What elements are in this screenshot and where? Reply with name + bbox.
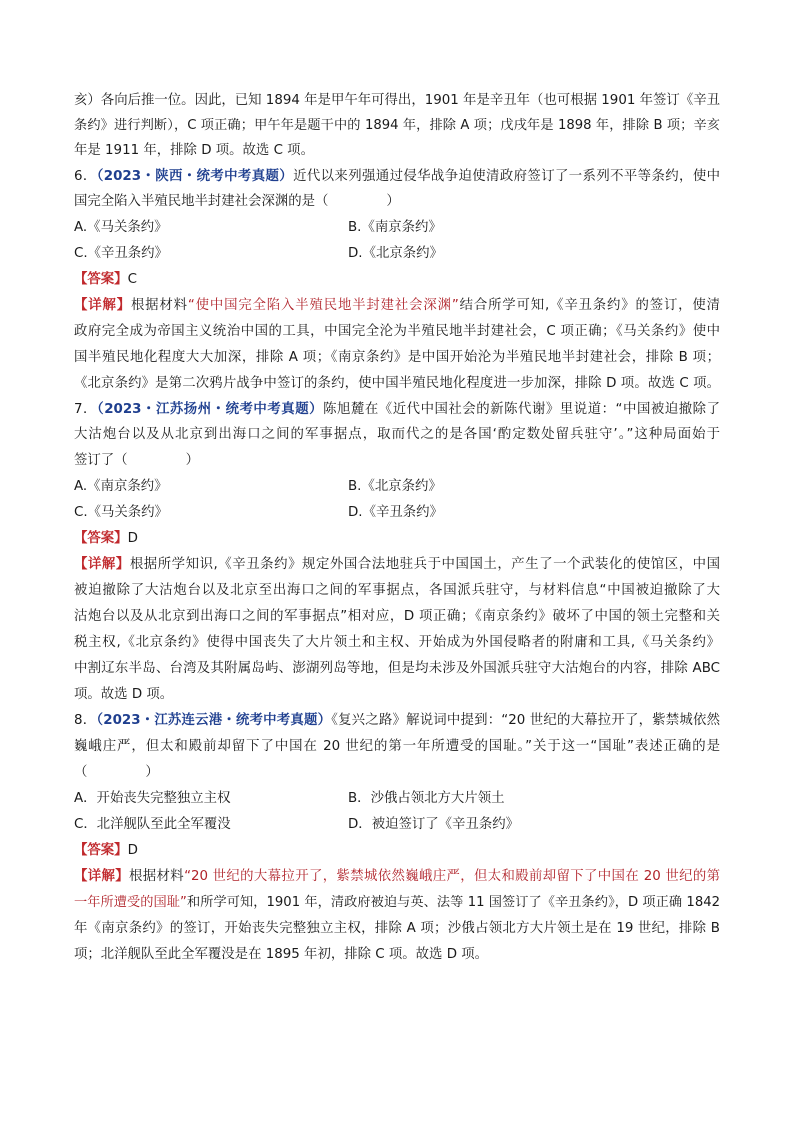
q7-answer-label: 【答案】: [74, 531, 128, 546]
q6-analysis-line-4: 《北京条约》是第二次鸦片战争中签订的条约，使中国半殖民地化程度进一步加深，排除 D 项。故选 C 项。: [74, 376, 720, 391]
q7-stem-line-2: 大沽炮台以及从北京到出海口之间的军事据点，取而代之的是各国‘酌定数处留兵驻守’。”这种局面始于: [74, 427, 720, 442]
q8-number: 8．: [74, 713, 97, 728]
q6-analysis-line-3: 国半殖民地化程度大大加深，排除 A 项；《南京条约》是中国开始沦为半殖民地半封建社会，排除 B 项；: [74, 350, 720, 365]
q7-analysis-line-5: 中割辽东半岛、台湾及其附属岛屿、澎湖列岛等地，但是均未涉及外国派兵驻守大沽炮台的内容，排除 ABC: [74, 661, 720, 676]
q8-stem-line-2: 巍峨庄严，但太和殿前却留下了中国在 20 世纪的第一年所遭受的国耻。”关于这一“国耻”表述正确的是: [74, 739, 720, 754]
q8-option-c: C．北洋舰队至此全军覆没: [74, 817, 231, 832]
q7-analysis-line-6: 项。故选 D 项。: [74, 687, 174, 702]
q7-number: 7．: [74, 402, 97, 417]
q8-analysis-line-3: 年《南京条约》的签订，开始丧失完整独立主权，排除 A 项；沙俄占领北方大片领土是在 19 世纪，排除 B: [74, 921, 720, 936]
q8-quote-2: 一年所遭受的国耻”: [74, 895, 187, 910]
q6-answer-label: 【答案】: [74, 272, 128, 287]
q8-answer: [74, 842, 138, 860]
q7-stem-line-3: 签订了（ ）: [74, 453, 199, 468]
q6-stem-text-1: 近代以来列强通过侵华战争迫使清政府签订了一系列不平等条约，使中: [293, 169, 720, 184]
q8-quote-1: “20 世纪的大幕拉开了，紫禁城依然巍峨庄严，但太和殿前却留下了中国在 20 世纪的第: [184, 869, 721, 884]
q6-stem-line-2: 国完全陷入半殖民地半封建社会深渊的是（ ）: [74, 194, 400, 209]
q6-number: 6．: [74, 169, 97, 184]
q7-answer-value: D: [127, 531, 138, 546]
intro-line-3: 年是 1911 年，排除 D 项。故选 C 项。: [74, 143, 314, 158]
q8-answer-value: D: [127, 843, 138, 858]
intro-line-2: 条约》进行判断），C 项正确；甲午年是题干中的 1894 年，排除 A 项；戊戌年是 1898 年，排除 B 项；辛亥: [74, 118, 720, 133]
q7-answer: [74, 530, 138, 548]
q7-analysis-line-2: 被迫撤除了大沽炮台以及北京至出海口之间的军事据点，各国派兵驻守，与材料信息“中国被迫撤除了大: [74, 583, 720, 598]
q8-analysis-line-1: 【详解】根据材料“20 世纪的大幕拉开了，紫禁城依然巍峨庄严，但太和殿前却留下了中国在 20 世纪的第: [74, 869, 721, 884]
q8-option-a: A．开始丧失完整独立主权: [74, 791, 231, 806]
q8-answer-label: 【答案】: [74, 843, 128, 858]
q7-option-b: B.《北京条约》: [348, 479, 442, 494]
q7-stem-line-1: 7．（2023・江苏扬州・统考中考真题）陈旭麓在《近代中国社会的新陈代谢》里说道：“中国被迫撤除了: [74, 402, 720, 417]
q7-option-a: A.《南京条约》: [74, 479, 168, 494]
q8-analysis-line-2: 一年所遭受的国耻”和所学可知，1901 年，清政府被迫与英、法等 11 国签订了《辛丑条约》，D 项正确 1842: [74, 895, 720, 910]
q6-answer-value: C: [127, 272, 137, 287]
q6-option-c: C.《辛丑条约》: [74, 246, 168, 261]
q6-analysis-line-1: 【详解】根据材料“使中国完全陷入半殖民地半封建社会深渊”结合所学可知,《辛丑条约》的签订，使清: [74, 298, 721, 313]
intro-line-1: 亥）各向后推一位。因此，已知 1894 年是甲午年可得出，1901 年是辛丑年（也可根据 1901 年签订《辛丑: [74, 93, 720, 108]
q8-option-d: D．被迫签订了《辛丑条约》: [348, 817, 519, 832]
q6-quote: “使中国完全陷入半殖民地半封建社会深渊”: [187, 298, 459, 313]
q7-analysis-line-1: 【详解】根据所学知识,《辛丑条约》规定外国合法地驻兵于中国国土，产生了一个武装化的使馆区，中国: [74, 557, 720, 572]
q6-source: （2023・陕西・统考中考真题）: [96, 169, 294, 184]
q7-option-c: C.《马关条约》: [74, 505, 168, 520]
q6-analysis-line-2: 政府完全成为帝国主义统治中国的工具，中国完全沦为半殖民地半封建社会，C 项正确；《马关条约》使中: [74, 324, 720, 339]
q8-option-b: B．沙俄占领北方大片领土: [348, 791, 505, 806]
q6-option-b: B.《南京条约》: [348, 220, 442, 235]
q7-source: （2023・江苏扬州・统考中考真题）: [96, 402, 324, 417]
q8-stem-line-1: 8．（2023・江苏连云港・统考中考真题）《复兴之路》解说词中提到：“20 世纪的大幕拉开了，紫禁城依然: [74, 713, 720, 728]
q6-option-d: D.《北京条约》: [348, 246, 443, 261]
q8-stem-line-3: （ ）: [74, 765, 159, 780]
q8-analysis-line-4: 项；北洋舰队至此全军覆没是在 1895 年初，排除 C 项。故选 D 项。: [74, 947, 489, 962]
q8-source: （2023・江苏连云港・统考中考真题）: [96, 713, 332, 728]
q6-stem-line-1: [74, 168, 720, 186]
q6-option-a: A.《马关条约》: [74, 220, 168, 235]
q7-analysis-line-3: 沽炮台以及从北京到出海口之间的军事据点”相对应，D 项正确；《南京条约》破坏了中国的领土完整和关: [74, 609, 720, 624]
q6-answer: [74, 271, 137, 289]
q7-analysis-line-4: 税主权,《北京条约》使得中国丧失了大片领土和主权、开始成为外国侵略者的附庸和工具,《马关条约》: [74, 635, 720, 650]
q7-option-d: D.《辛丑条约》: [348, 505, 443, 520]
